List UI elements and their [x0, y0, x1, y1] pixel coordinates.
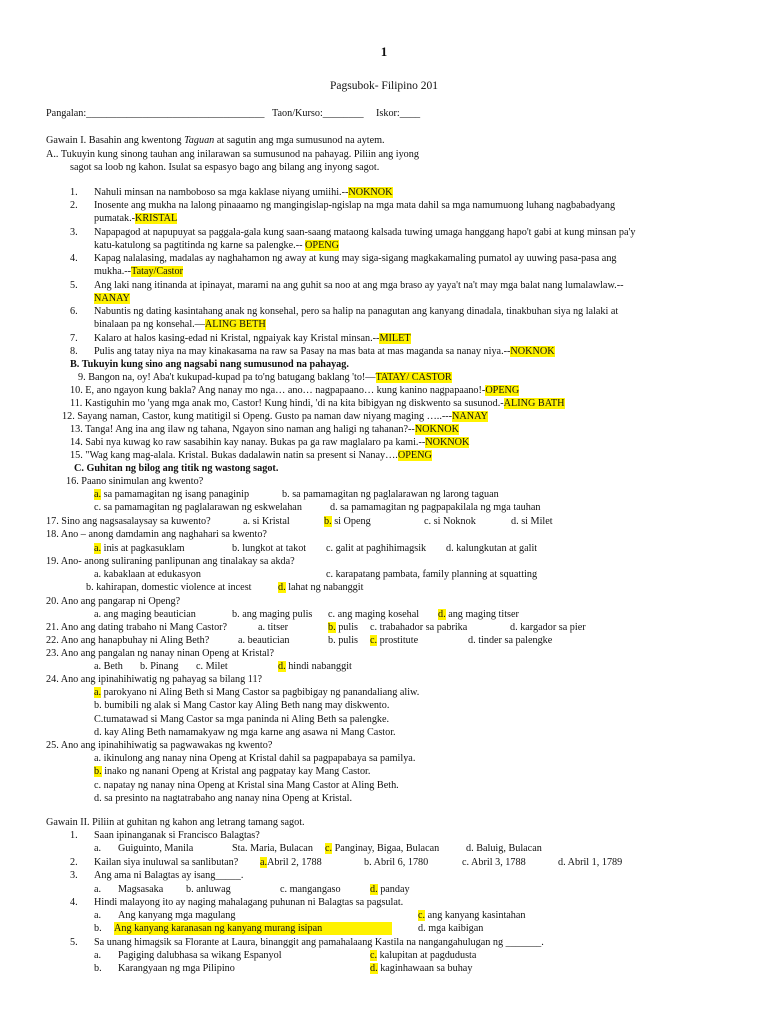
answer-highlight: NOKNOK: [510, 346, 555, 357]
item-4-cont: mukha.--Tatay/Castor: [94, 266, 183, 277]
answer-highlight: NOKNOK: [425, 437, 470, 448]
item-15: 15. "Wag kang mag-alala. Kristal. Bukas dadalawin natin sa present si Nanay….OPENG: [70, 450, 432, 461]
answer-highlight: NOKNOK: [414, 424, 459, 435]
answer-highlight: TATAY/ CASTOR: [375, 372, 452, 383]
answer-highlight: MILET: [379, 333, 411, 344]
answer-highlight: c.: [325, 843, 333, 854]
answer-highlight: d.: [278, 661, 286, 672]
answer-highlight: d.: [370, 963, 378, 974]
part-b-instruction: B. Tukuyin kung sino ang nagsabi nang sumusunod na pahayag.: [70, 359, 349, 370]
item-11: 11. Kastiguhin mo 'yang mga anak mo, Castor! Kung hindi, 'di na kita bibigyan ng diskwento sa susunod.-ALING BATH: [70, 398, 565, 409]
answer-highlight: OPENG: [305, 240, 340, 251]
gawain-1-intro: Gawain I. Basahin ang kwentong Taguan at sagutin ang mga sumusunod na aytem.: [46, 135, 385, 146]
item-25-a: a. ikinulong ang nanay nina Openg at Kristal dahil sa pagpapabaya sa pamilya.: [94, 753, 416, 764]
answer-highlight: b.: [328, 622, 336, 633]
item-24-question: 24. Ano ang ipinahihiwatig ng pahayag sa bilang 11?: [46, 674, 263, 685]
item-2-cont: pumatak.-KRISTAL: [94, 213, 178, 224]
answer-highlight: OPENG: [485, 385, 520, 396]
document-page: 1 Pagsubok- Filipino 201 Pangalan:___________________________________ Taon/Kurso:________ Iskor:____ Gawain I. Basahin ang kwentong Taguan at sagutin ang mga sumusunod na aytem. A.. Tukuyin kung sinong tauhan ang inilarawan sa sumusunod na pahayag. Piliin ang iyong sagot sa loob ng kahon. Isulat sa espasyo bago ang bilang ang inyong sagot. 1. Nahuli minsan na namboboso sa mga kaklase niyang umiihi.--NOKNOK 2. Inosente ang mukha na lalong pinaaamo ng mangingislap-ngislap na mga mata dahil sa mga namumuong luhang nagbabadyang pumatak.-KRISTAL 3. Napapagod at napupuyat sa paggala-gala kung saan-saang mataong kalsada tuwing umaga hanggang hapo't gabi at kung minsan pa'y katu-katulong sa pagtitinda ng karne sa palengke.-- OPENG 4. Kapag nalalasing, madalas ay naghahamon ng away at kung may siga-sigang magkakamaling pumatol ay uuwing pasa-pasa ang mukha.--Tatay/Castor 5. Ang laki nang itinanda at ipinayat, marami na ang guhit sa noo at ang mga braso ay yaya't na't may mga balat nang lumalawlaw.-- NANAY 6. Nabuntis ng dating kasintahang anak ng konsehal, pero sa halip na panagutan ang kanyang dinadala, tinakbuhan siya ng lalaki at binalaan pa ng konsehal.—ALING BETH 7. Kalaro at halos kasing-edad ni Kristal, ngpaiyak kay Kristal minsan.--MILET 8. Pulis ang tatay niya na may kinakasama na raw sa Pasay na mas bata at mas maganda sa nanay niya.--NOKNOK B. Tukuyin kung sino ang nagsabi nang sumusunod na pahayag. 9. Bangon na, oy! Aba't kukupad-kupad pa to'ng batugang baklang 'to!—TATAY/ CASTOR 10. E, ano ngayon kung bakla? Ang nanay mo nga… ano… nagpapaano… kung kanino nagpapaano!-OPENG 11. Kastiguhin mo 'yang mga anak mo, Castor! Kung hindi, 'di na kita bibigyan ng diskwento sa susunod.-ALING BATH 12. Sayang naman, Castor, kung matitigil si Openg. Gusto pa naman daw niyang maging …..---NANAY 13. Tanga! Ang ina ang ilaw ng tahana, Ngayon sino naman ang haligi ng tahanan?--NOKNOK 14. Sabi nya kuwag ko raw sasabihin kay nanay. Bukas pa ga raw maglalaro pa kami.--NOKNOK 15. "Wag kang mag-alala. Kristal. Bukas dadalawin natin sa present si Nanay….OPENG C. Guhitan ng bilog ang titik ng wastong sagot. 16. Paano sinimulan ang kwento? a. sa pamamagitan ng isang panaginip b. sa pamamagitan ng paglalarawan ng larong taguan c. sa pamamagitan ng paglalarawan ng eskwelahan d. sa pamamagitan ng pagpapakilala ng mga tauhan 17. Sino ang nagsasalaysay sa kuwento? a. si Kristal b. si Openg c. si Noknok d. si Milet 18. Ano – anong damdamin ang naghahari sa kwento? a. inis at pagkasuklam b. lungkot at takot c. galit at paghihimagsik d. kalungkutan at galit 19. Ano- anong suliraning panlipunan ang tinalakay sa akda? a. kabaklaan at edukasyon c. karapatang pambata, family planning at squatting b. kahirapan, domestic violence at incest d. lahat ng nabanggit 20. Ano ang pangarap ni Openg? a. ang maging beautician b. ang maging pulis c. ang maging kosehal d. ang maging titser 21. Ano ang dating trabaho ni Mang Castor? a. titser b. pulis c. trabahador sa pabrika d. kargador sa pier 22. Ano ang hanapbuhay ni Aling Beth? a. beautician b. pulis c. prostitute d. tinder sa palengke 23. Ano ang pangalan ng nanay ninan Openg at Kristal? a. Beth b. Pinang c. Milet d. hindi nabanggit 24. Ano ang ipinahihiwatig ng pahayag sa bilang 11? a. parokyano ni Aling Beth si Mang Castor sa pagbibigay ng panandaliang aliw. b. bumibili ng alak si Mang Castor kay Aling Beth nang may diskwento. C.tumatawad si Mang Castor sa mga paninda ni Aling Beth sa palengke. d. kay Aling Beth namamakyaw ng mga karne ang asawa ni Mang Castor. 25. Ano ang ipinahihiwatig sa pagwawakas ng kwento? a. ikinulong ang nanay nina Openg at Kristal dahil sa pagpapabaya sa pamilya. b. inako ng nanani Openg at Kristal ang pagpatay kay Mang Castor. c. napatay ng nanay nina Openg at Kristal sina Mang Castor at Aling Beth. d. sa presinto na nagtatrabaho ang nanay nina Openg at Kristal. Gawain II. Piliin at guhitan ng kahon ang letrang tamang sagot. 1. Saan ipinanganak si Francisco Balagtas? a. Guiguinto, Manila Sta. Maria, Bulacan c. Panginay, Bigaa, Bulacan d. Baluig, Bulacan 2. Kailan siya inuluwal sa sanlibutan? a.Abril 2, 1788 b. Abril 6, 1780 c. Abril 3, 1788 d. Abril 1, 1789 3. Ang ama ni Balagtas ay isang_____. a. Magsasaka b. anluwag c. mangangaso d. panday 4. Hindi malayong ito ay naging mahalagang puhunan ni Balagtas sa pagsulat. a. Ang kanyang mga magulang c. ang kanyang kasintahan b. Ang kanyang karanasan ng kanyang murang isipan d. mga kaibigan 5. Sa unang himagsik sa Florante at Laura, binanggit ang pamahalaang Kastila na nangangahulugan ng _______. a. Pagiging dalubhasa sa wikang Espanyol c. kalupitan at pagdudusta b. Karangyaan ng mga Pilipino d. kaginhawaan sa buhay: [0, 0, 768, 1024]
page-title: Pagsubok- Filipino 201: [330, 80, 438, 92]
answer-highlight: d.: [438, 609, 446, 620]
page-number: 1: [380, 44, 388, 59]
part-a-instruction: A.. Tukuyin kung sinong tauhan ang inilarawan sa sumusunod na pahayag. Piliin ang iyong: [46, 149, 419, 160]
part-c-instruction: C. Guhitan ng bilog ang titik ng wastong sagot.: [74, 463, 279, 474]
item-24-d: d. kay Aling Beth namamakyaw ng mga karne ang asawa ni Mang Castor.: [94, 727, 396, 738]
item-13: 13. Tanga! Ang ina ang ilaw ng tahana, Ngayon sino naman ang haligi ng tahanan?--NOKNOK: [70, 424, 459, 435]
answer-highlight: NANAY: [452, 411, 488, 422]
item-16-question: 16. Paano sinimulan ang kwento?: [66, 476, 204, 487]
answer-highlight: Tatay/Castor: [131, 266, 183, 277]
item-25-d: d. sa presinto na nagtatrabaho ang nanay nina Openg at Kristal.: [94, 793, 353, 804]
item-3-cont: katu-katulong sa pagtitinda ng karne sa palengke.-- OPENG: [94, 240, 340, 251]
item-19-question: 19. Ano- anong suliraning panlipunan ang tinalakay sa akda?: [46, 556, 295, 567]
answer-highlight: a.: [260, 857, 268, 868]
name-field[interactable]: Pangalan:___________________________________: [46, 108, 265, 119]
item-23-question: 23. Ano ang pangalan ng nanay ninan Openg at Kristal?: [46, 648, 275, 659]
answer-highlight: ALING BATH: [503, 398, 565, 409]
item-6-cont: binalaan pa ng konsehal.—ALING BETH: [94, 319, 266, 330]
part-a-instruction-2: sagot sa loob ng kahon. Isulat sa espasyo bago ang bilang ang inyong sagot.: [70, 162, 380, 173]
item-24-c: C.tumatawad si Mang Castor sa mga paninda ni Aling Beth sa palengke.: [94, 714, 390, 725]
answer-highlight: b.: [324, 516, 332, 527]
answer-highlight: c.: [370, 950, 378, 961]
answer-highlight: NOKNOK: [348, 187, 393, 198]
item-24-b: b. bumibili ng alak si Mang Castor kay Aling Beth nang may diskwento.: [94, 700, 390, 711]
item-25-question: 25. Ano ang ipinahihiwatig sa pagwawakas ng kwento?: [46, 740, 273, 751]
item-14: 14. Sabi nya kuwag ko raw sasabihin kay nanay. Bukas pa ga raw maglalaro pa kami.--NOKNOK: [70, 437, 470, 448]
item-20-question: 20. Ano ang pangarap ni Openg?: [46, 596, 181, 607]
item-25-b: b. inako ng nanani Openg at Kristal ang pagpatay kay Mang Castor.: [94, 766, 371, 777]
answer-highlight: a.: [94, 543, 102, 554]
item-5-cont: [94, 292, 130, 305]
item-9: 9. Bangon na, oy! Aba't kukupad-kupad pa to'ng batugang baklang 'to!—TATAY/ CASTOR: [78, 372, 452, 383]
answer-highlight: a.: [94, 489, 102, 500]
answer-highlight: a.: [94, 687, 102, 698]
item-10: 10. E, ano ngayon kung bakla? Ang nanay mo nga… ano… nagpapaano… kung kanino nagpapaano!-OPENG: [70, 385, 520, 396]
answer-highlight: d.: [278, 582, 286, 593]
item-24-a: a. parokyano ni Aling Beth si Mang Castor sa pagbibigay ng panandaliang aliw.: [94, 687, 420, 698]
answer-highlight: ALING BETH: [204, 319, 266, 330]
item-12: 12. Sayang naman, Castor, kung matitigil si Openg. Gusto pa naman daw niyang maging …..---NANAY: [62, 411, 488, 422]
answer-highlight: b.: [94, 766, 102, 777]
answer-highlight: c.: [370, 635, 378, 646]
item-18-question: 18. Ano – anong damdamin ang naghahari sa kwento?: [46, 529, 267, 540]
answer-highlight: d.: [370, 884, 378, 895]
answer-highlight: Ang kanyang karanasan ng kanyang murang isipan: [114, 922, 392, 935]
answer-highlight: KRISTAL: [135, 213, 178, 224]
answer-highlight: OPENG: [397, 450, 432, 461]
score-field[interactable]: Iskor:____: [376, 108, 421, 119]
item-25-c: c. napatay ng nanay nina Openg at Kristal sina Mang Castor at Aling Beth.: [94, 780, 399, 791]
year-course-field[interactable]: Taon/Kurso:________: [272, 108, 364, 119]
gawain-2-intro: Gawain II. Piliin at guhitan ng kahon ang letrang tamang sagot.: [46, 817, 305, 828]
answer-highlight: NANAY: [94, 293, 130, 304]
answer-highlight: c.: [418, 910, 426, 921]
